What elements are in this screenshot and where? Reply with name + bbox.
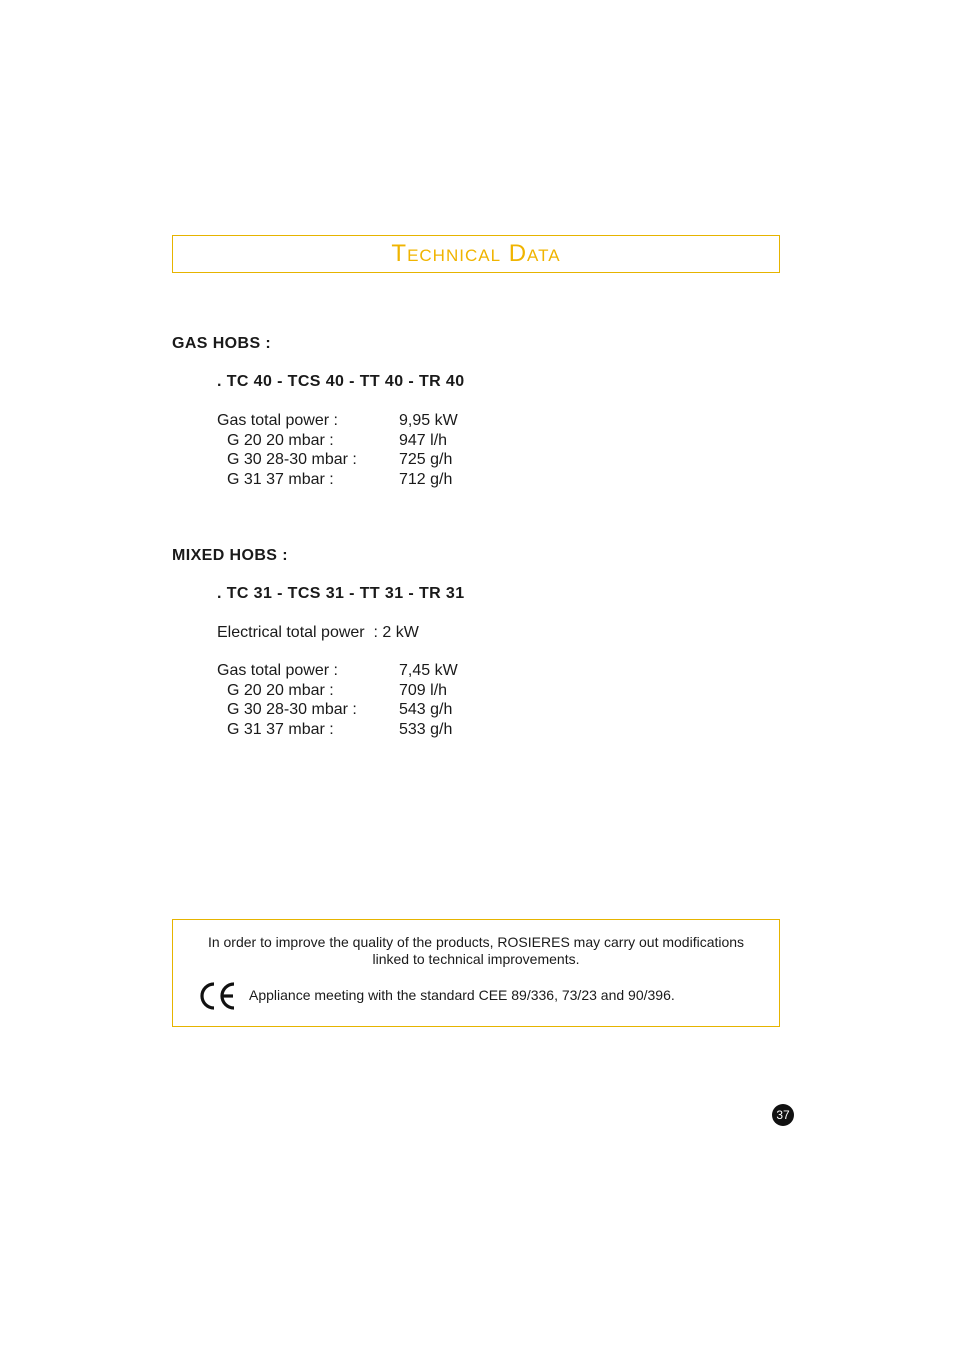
spec-label: G 31 37 mbar : (227, 720, 334, 738)
mixed-hobs-spec-table (217, 661, 458, 739)
notice-text: In order to improve the quality of the products, ROSIERES may carry out modifications linked to technical improvements. (207, 934, 745, 967)
spec-value: 7,45 kW (399, 662, 458, 679)
spec-row (217, 720, 458, 740)
spec-label: G 31 37 mbar : (227, 470, 334, 488)
spec-row (217, 470, 458, 490)
title-box (172, 235, 780, 273)
gas-hobs-spec-table (217, 411, 458, 489)
spec-row (217, 681, 458, 701)
spec-label: G 30 28-30 mbar : (227, 451, 357, 468)
gas-hobs-heading: GAS HOBS : (172, 335, 272, 352)
notice-box (172, 919, 780, 1027)
ce-compliance-text: Appliance meeting with the standard CEE 89/336, 73/23 and 90/396. (249, 987, 675, 1003)
spec-row (217, 411, 458, 431)
ce-mark-icon (197, 980, 237, 1012)
page-title: Technical Data (391, 240, 561, 267)
mixed-hobs-heading: MIXED HOBS : (172, 547, 288, 564)
spec-row (217, 700, 458, 720)
spec-label: G 20 20 mbar : (227, 681, 334, 699)
electrical-power: Electrical total power : 2 kW (217, 624, 419, 641)
spec-value: 725 g/h (399, 451, 453, 468)
page-number: 37 (772, 1104, 794, 1126)
spec-value: 712 g/h (399, 470, 453, 488)
spec-label: Gas total power : (217, 662, 338, 679)
spec-label: G 30 28-30 mbar : (227, 701, 357, 718)
spec-value: 947 l/h (399, 431, 448, 449)
spec-label: Gas total power : (217, 412, 338, 429)
spec-value: 533 g/h (399, 720, 453, 738)
spec-row (217, 661, 458, 681)
spec-label: G 20 20 mbar : (227, 431, 334, 449)
spec-value: 543 g/h (399, 701, 453, 718)
spec-value: 709 l/h (399, 681, 448, 699)
spec-value: 9,95 kW (399, 412, 458, 429)
spec-row (217, 450, 458, 470)
spec-row (217, 431, 458, 451)
gas-hobs-models: . TC 40 - TCS 40 - TT 40 - TR 40 (217, 373, 465, 390)
mixed-hobs-models: . TC 31 - TCS 31 - TT 31 - TR 31 (217, 585, 465, 602)
